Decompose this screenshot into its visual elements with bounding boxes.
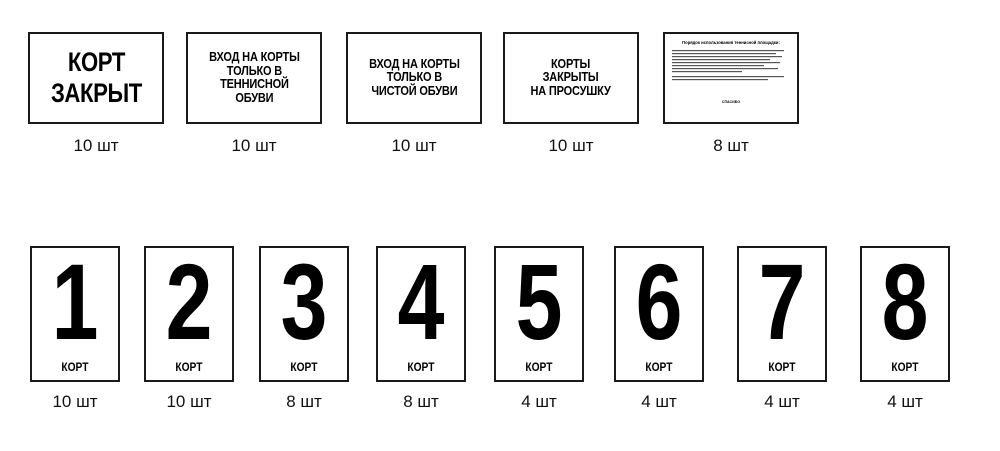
court-number: 5 xyxy=(515,241,563,362)
court-number: 8 xyxy=(881,241,929,362)
quantity-label: 10 шт xyxy=(548,136,594,155)
quantity-label: 8 шт xyxy=(713,136,749,155)
court-number: 4 xyxy=(397,241,445,362)
court-number: 3 xyxy=(280,241,328,362)
rules-fine-print xyxy=(672,50,790,92)
court-number: 1 xyxy=(51,241,99,362)
quantity-label: 10 шт xyxy=(73,136,119,155)
court-number: 6 xyxy=(635,241,683,362)
court-sign-5 xyxy=(494,241,584,382)
court-label: КОРТ xyxy=(891,360,919,374)
court-sign-7 xyxy=(737,241,827,382)
quantity-label: 4 шт xyxy=(521,392,557,411)
sign-clean-shoes-only xyxy=(346,32,482,124)
court-sign-1 xyxy=(30,241,120,382)
court-label: КОРТ xyxy=(61,360,89,374)
court-number: 7 xyxy=(758,241,806,362)
court-label: КОРТ xyxy=(407,360,435,374)
court-label: КОРТ xyxy=(525,360,553,374)
sign-text: ВХОД НА КОРТЫ ТОЛЬКО В ЧИСТОЙ ОБУВИ xyxy=(368,56,460,98)
rules-title: Порядок использования теннисной площадки: xyxy=(682,40,780,45)
sign-text: КОРТ ЗАКРЫТ xyxy=(50,47,142,108)
sign-tennis-shoes-only xyxy=(186,32,322,124)
quantity-label: 4 шт xyxy=(641,392,677,411)
court-label: КОРТ xyxy=(290,360,318,374)
court-number: 2 xyxy=(165,241,213,362)
sign-court-closed xyxy=(28,32,164,124)
quantity-label: 4 шт xyxy=(887,392,923,411)
court-sign-3 xyxy=(259,241,349,382)
sign-court-rules xyxy=(663,32,799,124)
quantity-label: 10 шт xyxy=(166,392,212,411)
quantity-label: 4 шт xyxy=(764,392,800,411)
court-label: КОРТ xyxy=(645,360,673,374)
court-sign-8 xyxy=(860,241,950,382)
sign-text: ВХОД НА КОРТЫ ТОЛЬКО В ТЕННИСНОЙ ОБУВИ xyxy=(208,50,300,105)
court-sign-4 xyxy=(376,241,466,382)
rules-thanks: СПАСИБО xyxy=(721,100,741,104)
sign-text: КОРТЫ ЗАКРЫТЫ НА ПРОСУШКУ xyxy=(530,56,612,98)
court-label: КОРТ xyxy=(175,360,203,374)
quantity-label: 10 шт xyxy=(231,136,277,155)
court-label: КОРТ xyxy=(768,360,796,374)
quantity-label: 10 шт xyxy=(52,392,98,411)
quantity-label: 8 шт xyxy=(403,392,439,411)
court-sign-2 xyxy=(144,241,234,382)
court-sign-6 xyxy=(614,241,704,382)
sign-courts-drying xyxy=(503,32,639,124)
quantity-label: 10 шт xyxy=(391,136,437,155)
quantity-label: 8 шт xyxy=(286,392,322,411)
